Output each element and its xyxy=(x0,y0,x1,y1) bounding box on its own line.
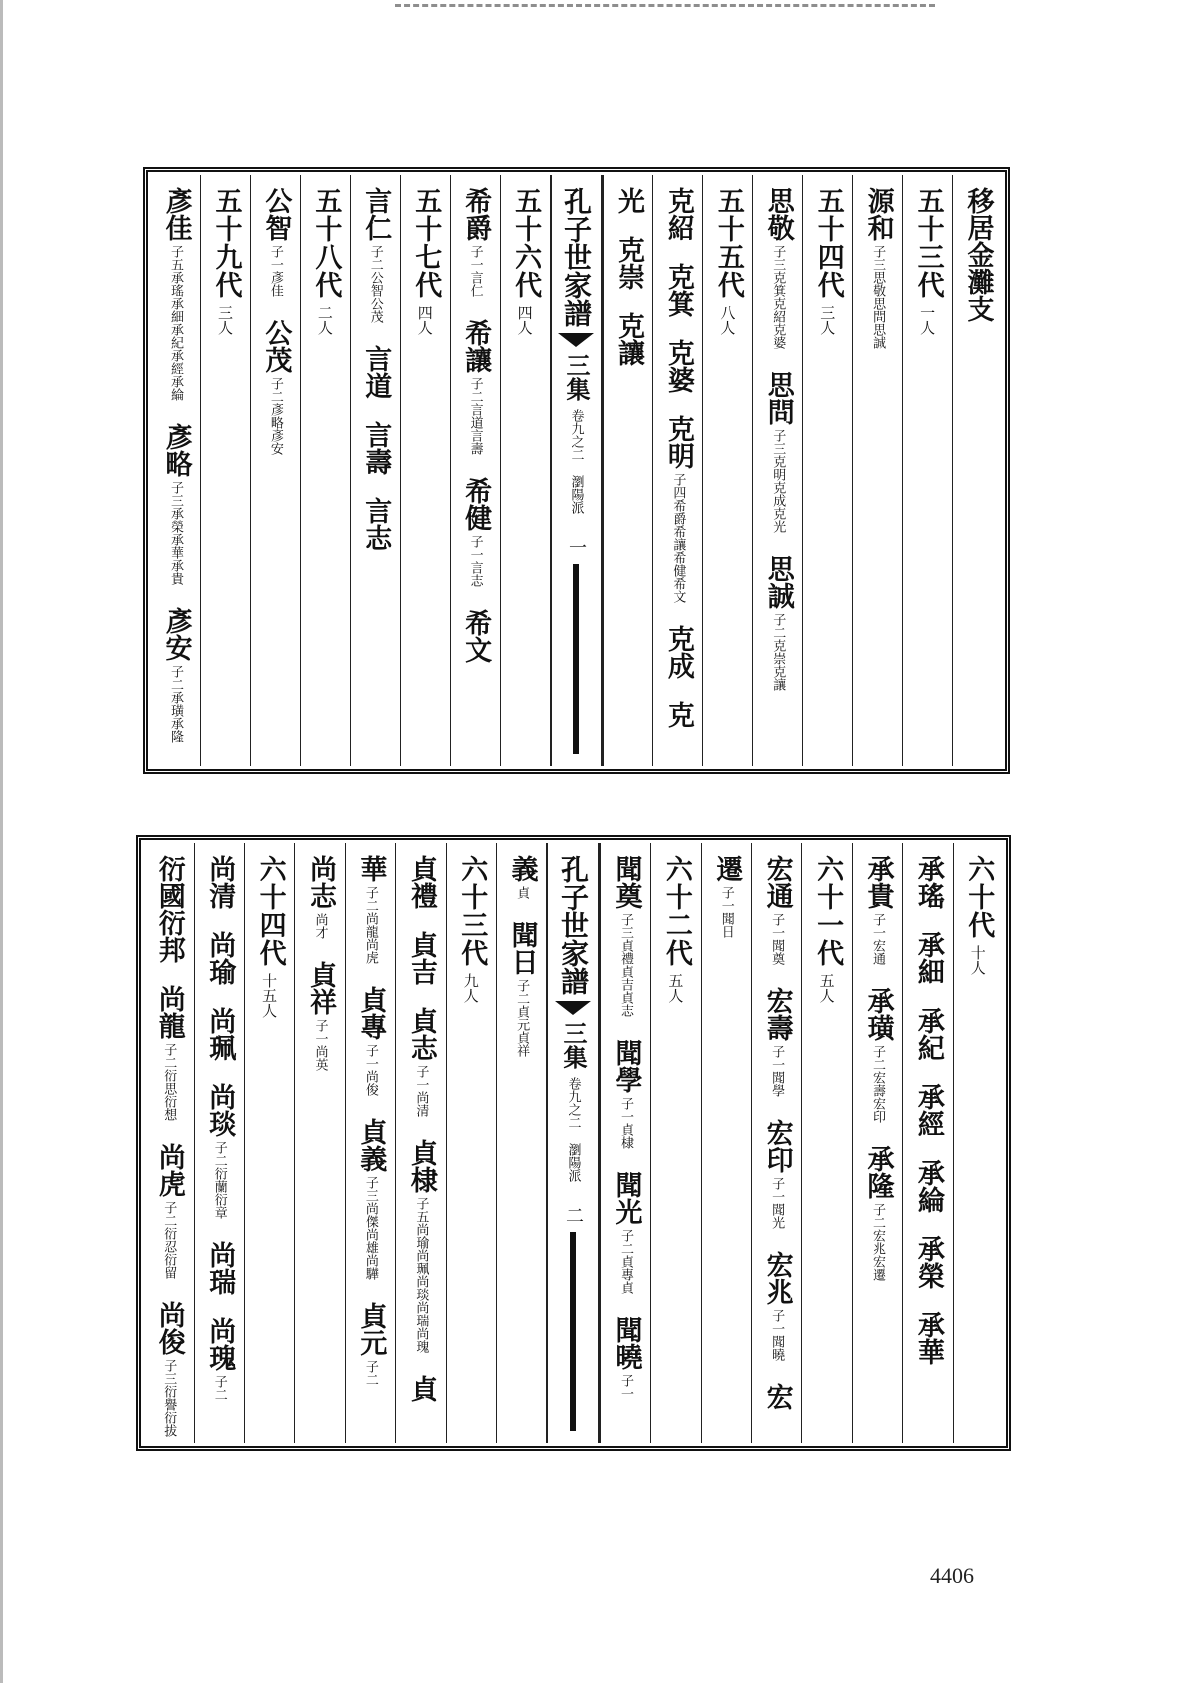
person-name: 尚珮 xyxy=(204,1007,236,1061)
person-entry xyxy=(204,931,234,985)
person-name: 思誠 xyxy=(762,555,794,609)
person-entry xyxy=(913,1159,943,1213)
person-entry xyxy=(355,986,385,1096)
register-column xyxy=(250,175,300,766)
person-name: 言壽 xyxy=(360,421,392,475)
person-name: 克讓 xyxy=(612,312,644,366)
person-note: 子二克崇克讓 xyxy=(770,613,786,691)
person-entry xyxy=(763,371,793,533)
person-entry xyxy=(711,855,741,938)
person-name: 希讓 xyxy=(460,319,492,373)
person-note: 子二宏壽宏印 xyxy=(869,1045,885,1123)
person-name: 聞曉 xyxy=(610,1316,642,1370)
register-column xyxy=(603,175,653,766)
person-entry xyxy=(763,555,793,691)
person-name: 尚志 xyxy=(305,855,337,909)
person-name: 尚瑰 xyxy=(204,1317,236,1371)
person-entry xyxy=(663,415,693,603)
person-name: 公智 xyxy=(260,187,292,241)
generation-count: 三人 xyxy=(818,305,837,335)
register-column xyxy=(801,843,851,1443)
register-column xyxy=(902,175,952,766)
person-entry xyxy=(406,1139,436,1353)
series-label: 三集 xyxy=(562,353,592,401)
person-name: 言仁 xyxy=(360,187,392,241)
register-column xyxy=(500,175,550,766)
person-entry xyxy=(507,921,537,1057)
branch-label: 瀏陽派 xyxy=(568,475,584,514)
person-entry xyxy=(161,187,191,401)
person-name: 源和 xyxy=(862,187,894,241)
person-name: 聞日 xyxy=(506,921,538,975)
generation-title: 六十三代 xyxy=(456,855,488,967)
person-entry xyxy=(913,1083,943,1137)
person-entry xyxy=(204,1241,234,1295)
person-name: 尚虎 xyxy=(153,1143,185,1197)
person-entry xyxy=(204,1317,234,1401)
person-entry xyxy=(610,1171,640,1294)
volume-label: 卷九之二 xyxy=(565,1077,581,1129)
person-entry xyxy=(613,236,643,290)
person-entry xyxy=(460,477,490,587)
person-name: 克 xyxy=(662,701,694,728)
person-note: 子二 xyxy=(211,1375,227,1401)
person-name: 尚瑞 xyxy=(204,1241,236,1295)
generation-title: 五十六代 xyxy=(510,187,542,299)
person-entry xyxy=(460,319,490,455)
person-name: 承細 xyxy=(912,931,944,985)
section-heading: 移居金灘支 xyxy=(962,187,994,322)
person-entry xyxy=(260,319,290,455)
person-entry xyxy=(460,609,490,663)
series-label: 三集 xyxy=(559,1021,589,1069)
person-name: 貞吉 xyxy=(405,931,437,985)
person-entry xyxy=(913,931,943,985)
person-name: 貞 xyxy=(405,1375,437,1402)
person-entry xyxy=(610,1316,640,1400)
entry-list xyxy=(204,855,234,1423)
person-entry xyxy=(406,855,436,909)
register-column xyxy=(446,843,496,1443)
person-note: 子二宏兆宏遷 xyxy=(869,1203,885,1281)
entry-list xyxy=(862,855,892,1303)
person-entry xyxy=(406,1007,436,1117)
person-name: 尚瑜 xyxy=(204,931,236,985)
person-note: 子三承榮承華承貴 xyxy=(168,481,184,585)
register-column xyxy=(600,843,650,1443)
person-entry xyxy=(762,1119,792,1229)
person-entry xyxy=(762,1383,792,1410)
register-column xyxy=(151,175,200,766)
generation-title: 六十二代 xyxy=(660,855,692,967)
generation-count: 八人 xyxy=(718,305,737,335)
person-entry xyxy=(913,855,943,909)
entry-list xyxy=(663,187,693,750)
fishtail-mark xyxy=(555,1001,591,1015)
person-entry xyxy=(460,187,490,297)
person-entry xyxy=(762,855,792,965)
person-note: 子三貞禮貞吉貞志 xyxy=(617,913,633,1017)
person-name: 宏印 xyxy=(761,1119,793,1173)
person-entry xyxy=(355,1118,385,1280)
person-entry xyxy=(406,1375,436,1402)
register-column xyxy=(144,843,193,1443)
person-name: 彥安 xyxy=(160,607,192,661)
person-name: 光 xyxy=(612,187,644,214)
generation-count: 十人 xyxy=(968,945,987,975)
person-entry xyxy=(762,1251,792,1361)
register-column xyxy=(852,843,902,1443)
register-column xyxy=(650,843,700,1443)
register-column xyxy=(751,843,801,1443)
entry-list xyxy=(711,855,741,960)
person-name: 承貴 xyxy=(862,855,894,909)
person-name: 貞祥 xyxy=(305,961,337,1015)
generation-title: 六十四代 xyxy=(254,855,286,967)
person-note: 子二承璜承隆 xyxy=(168,665,184,743)
person-name: 衍國衍邦 xyxy=(153,855,185,963)
person-entry xyxy=(355,1302,385,1386)
page-left-edge xyxy=(0,0,3,1683)
person-name: 貞禮 xyxy=(405,855,437,909)
register-column xyxy=(300,175,350,766)
person-name: 克崇 xyxy=(612,236,644,290)
person-note: 子三尚傑尚雄尚驊 xyxy=(362,1176,378,1280)
person-note: 子二貞元貞祥 xyxy=(514,979,530,1057)
person-entry xyxy=(360,421,390,475)
person-entry xyxy=(204,1083,234,1219)
generation-title: 五十九代 xyxy=(210,187,242,299)
person-name: 貞志 xyxy=(405,1007,437,1061)
person-entry xyxy=(507,855,537,899)
person-name: 承紀 xyxy=(912,1007,944,1061)
person-entry xyxy=(161,423,191,585)
person-note: 子一尚俊 xyxy=(362,1044,378,1096)
person-entry xyxy=(862,987,892,1123)
person-name: 承璜 xyxy=(862,987,894,1041)
register-column xyxy=(902,843,952,1443)
generation-title: 五十四代 xyxy=(812,187,844,299)
person-entry xyxy=(161,607,191,743)
person-note: 子五承瑤承細承紀承經承綸 xyxy=(168,245,184,401)
person-entry xyxy=(763,187,793,349)
person-name: 宏壽 xyxy=(761,987,793,1041)
person-name: 承榮 xyxy=(912,1235,944,1289)
register-column xyxy=(200,175,250,766)
person-entry xyxy=(260,187,290,297)
person-entry xyxy=(663,339,693,393)
person-name: 尚琰 xyxy=(204,1083,236,1137)
person-entry xyxy=(154,1301,184,1437)
branch-label: 瀏陽派 xyxy=(565,1143,581,1182)
fishtail-mark xyxy=(558,333,594,347)
volume-label: 卷九之二 xyxy=(568,409,584,461)
entry-list xyxy=(460,187,490,685)
person-note: 子三衍譽衍拔 xyxy=(161,1359,177,1437)
person-name: 尚俊 xyxy=(153,1301,185,1355)
person-entry xyxy=(862,855,892,965)
person-entry xyxy=(613,187,643,214)
scan-artifact xyxy=(395,4,935,21)
generation-count: 四人 xyxy=(415,305,434,335)
person-name: 公茂 xyxy=(260,319,292,373)
register-column xyxy=(496,843,546,1443)
entry-list xyxy=(610,855,640,1422)
register-column xyxy=(450,175,500,766)
register-column xyxy=(350,175,400,766)
person-entry xyxy=(663,625,693,679)
person-note: 子二公智公茂 xyxy=(367,245,383,323)
register-column xyxy=(194,843,244,1443)
leaf-index: 二 xyxy=(563,1206,585,1224)
person-name: 言志 xyxy=(360,497,392,551)
person-name: 宏兆 xyxy=(761,1251,793,1305)
person-entry xyxy=(360,497,390,551)
person-entry xyxy=(610,1039,640,1149)
person-note: 子二衍忍衍留 xyxy=(161,1201,177,1279)
person-entry xyxy=(406,931,436,985)
person-entry xyxy=(154,855,184,963)
register-column xyxy=(395,843,445,1443)
register-column xyxy=(702,175,752,766)
person-entry xyxy=(355,855,385,964)
person-entry xyxy=(305,961,335,1071)
register-column xyxy=(400,175,450,766)
person-entry xyxy=(204,855,234,909)
generation-count: 九人 xyxy=(461,973,480,1003)
register-column xyxy=(952,175,1002,766)
person-entry xyxy=(360,187,390,323)
register-column xyxy=(652,175,702,766)
person-note: 子一尚英 xyxy=(312,1019,328,1071)
person-name: 聞光 xyxy=(610,1171,642,1225)
person-name: 承經 xyxy=(912,1083,944,1137)
person-name: 彥略 xyxy=(160,423,192,477)
person-note: 子一宏通 xyxy=(869,913,885,965)
person-entry xyxy=(913,1311,943,1365)
person-note: 子一聞學 xyxy=(769,1045,785,1097)
person-note: 子一貞棣 xyxy=(617,1097,633,1149)
person-name: 彥佳 xyxy=(160,187,192,241)
person-note: 子二衍思衍想 xyxy=(161,1043,177,1121)
book-title: 孔子世家譜 xyxy=(557,855,591,995)
person-note: 子二 xyxy=(362,1360,378,1386)
register-column xyxy=(752,175,802,766)
person-name: 希健 xyxy=(460,477,492,531)
person-name: 義 xyxy=(506,855,538,882)
person-note: 尚才 xyxy=(312,913,328,939)
person-note: 子三思敬思問思誠 xyxy=(870,245,886,349)
entry-list xyxy=(863,187,893,371)
person-name: 宏 xyxy=(761,1383,793,1410)
book-title: 孔子世家譜 xyxy=(560,187,594,327)
person-name: 思敬 xyxy=(762,187,794,241)
person-note: 子二貞專貞 xyxy=(617,1229,633,1294)
genealogy-panel-bottom xyxy=(136,835,1011,1451)
entry-list xyxy=(154,855,184,1443)
entry-list xyxy=(507,855,537,1079)
register-column xyxy=(294,843,344,1443)
person-name: 克明 xyxy=(662,415,694,469)
person-entry xyxy=(913,1007,943,1061)
genealogy-panel-top xyxy=(143,167,1010,774)
person-entry xyxy=(663,187,693,241)
person-entry xyxy=(305,855,335,939)
entry-list xyxy=(406,855,436,1424)
person-entry xyxy=(360,345,390,399)
person-name: 承綸 xyxy=(912,1159,944,1213)
person-name: 承隆 xyxy=(862,1145,894,1199)
person-name: 貞義 xyxy=(355,1118,387,1172)
person-name: 克成 xyxy=(662,625,694,679)
person-note: 子一言仁 xyxy=(467,245,483,297)
generation-count: 四人 xyxy=(515,305,534,335)
generation-count: 二人 xyxy=(315,305,334,335)
person-name: 華 xyxy=(355,855,387,882)
person-entry xyxy=(762,987,792,1097)
person-name: 克紹 xyxy=(662,187,694,241)
generation-count: 五人 xyxy=(817,973,836,1003)
generation-title: 五十八代 xyxy=(310,187,342,299)
entry-list xyxy=(360,187,390,573)
person-entry xyxy=(154,1143,184,1279)
spine-bar xyxy=(573,564,579,754)
generation-count: 一人 xyxy=(918,305,937,335)
person-entry xyxy=(863,187,893,349)
panel-columns xyxy=(151,175,1002,766)
person-note: 子二衍蘭衍章 xyxy=(211,1141,227,1219)
person-note: 貞 xyxy=(514,886,530,899)
person-entry xyxy=(913,1235,943,1289)
person-note: 子一彥佳 xyxy=(267,245,283,297)
person-entry xyxy=(663,263,693,317)
person-entry xyxy=(610,855,640,1017)
register-column xyxy=(852,175,902,766)
generation-count: 五人 xyxy=(666,973,685,1003)
person-name: 遷 xyxy=(711,855,743,882)
book-spine-column xyxy=(550,175,603,766)
generation-count: 十五人 xyxy=(260,973,279,1018)
entry-list xyxy=(762,855,792,1432)
person-entry xyxy=(204,1007,234,1061)
person-name: 貞棣 xyxy=(405,1139,437,1193)
person-name: 貞專 xyxy=(355,986,387,1040)
person-name: 宏通 xyxy=(761,855,793,909)
person-name: 希文 xyxy=(460,609,492,663)
entry-list xyxy=(763,187,793,713)
person-note: 子二彥略彥安 xyxy=(267,377,283,455)
entry-list xyxy=(161,187,191,765)
person-note: 子一聞曉 xyxy=(769,1309,785,1361)
generation-title: 六十代 xyxy=(963,855,995,939)
person-name: 克婆 xyxy=(662,339,694,393)
person-note: 子一聞光 xyxy=(769,1177,785,1229)
register-column xyxy=(701,843,751,1443)
person-name: 尚龍 xyxy=(153,985,185,1039)
person-name: 克箕 xyxy=(662,263,694,317)
person-entry xyxy=(613,312,643,366)
person-note: 子一聞日 xyxy=(718,886,734,938)
person-note: 子三克箕克紹克婆 xyxy=(770,245,786,349)
person-name: 尚清 xyxy=(204,855,236,909)
person-name: 承華 xyxy=(912,1311,944,1365)
person-entry xyxy=(154,985,184,1121)
register-column xyxy=(345,843,395,1443)
generation-count: 三人 xyxy=(215,305,234,335)
person-note: 子五尚瑜尚珮尚琰尚瑞尚瑰 xyxy=(413,1197,429,1353)
register-column xyxy=(953,843,1003,1443)
generation-title: 五十七代 xyxy=(410,187,442,299)
person-name: 聞學 xyxy=(610,1039,642,1093)
person-note: 子二尚龍尚虎 xyxy=(362,886,378,964)
entry-list xyxy=(260,187,290,477)
person-name: 思問 xyxy=(762,371,794,425)
spine-bar xyxy=(570,1232,576,1431)
book-spine-column xyxy=(546,843,599,1443)
person-note: 子一 xyxy=(617,1374,633,1400)
entry-list xyxy=(305,855,335,1093)
person-name: 貞元 xyxy=(355,1302,387,1356)
person-name: 希爵 xyxy=(460,187,492,241)
person-note: 子三克明克成克光 xyxy=(770,429,786,533)
generation-title: 五十三代 xyxy=(912,187,944,299)
page-number: 4406 xyxy=(930,1563,974,1588)
person-note: 子二言道言壽 xyxy=(467,377,483,455)
panel-columns xyxy=(144,843,1003,1443)
person-entry xyxy=(862,1145,892,1281)
person-note: 子一尚清 xyxy=(413,1065,429,1117)
person-name: 言道 xyxy=(360,345,392,399)
entry-list xyxy=(613,187,643,388)
register-column xyxy=(802,175,852,766)
person-name: 聞奠 xyxy=(610,855,642,909)
person-name: 承瑤 xyxy=(912,855,944,909)
entry-list xyxy=(355,855,385,1408)
generation-title: 六十一代 xyxy=(812,855,844,967)
leaf-index: 一 xyxy=(566,538,588,556)
register-column xyxy=(244,843,294,1443)
person-note: 子四希爵希讓希健希文 xyxy=(670,473,686,603)
person-note: 子一聞奠 xyxy=(769,913,785,965)
entry-list xyxy=(913,855,943,1387)
person-note: 子一言志 xyxy=(467,535,483,587)
person-entry xyxy=(663,701,693,728)
generation-title: 五十五代 xyxy=(712,187,744,299)
